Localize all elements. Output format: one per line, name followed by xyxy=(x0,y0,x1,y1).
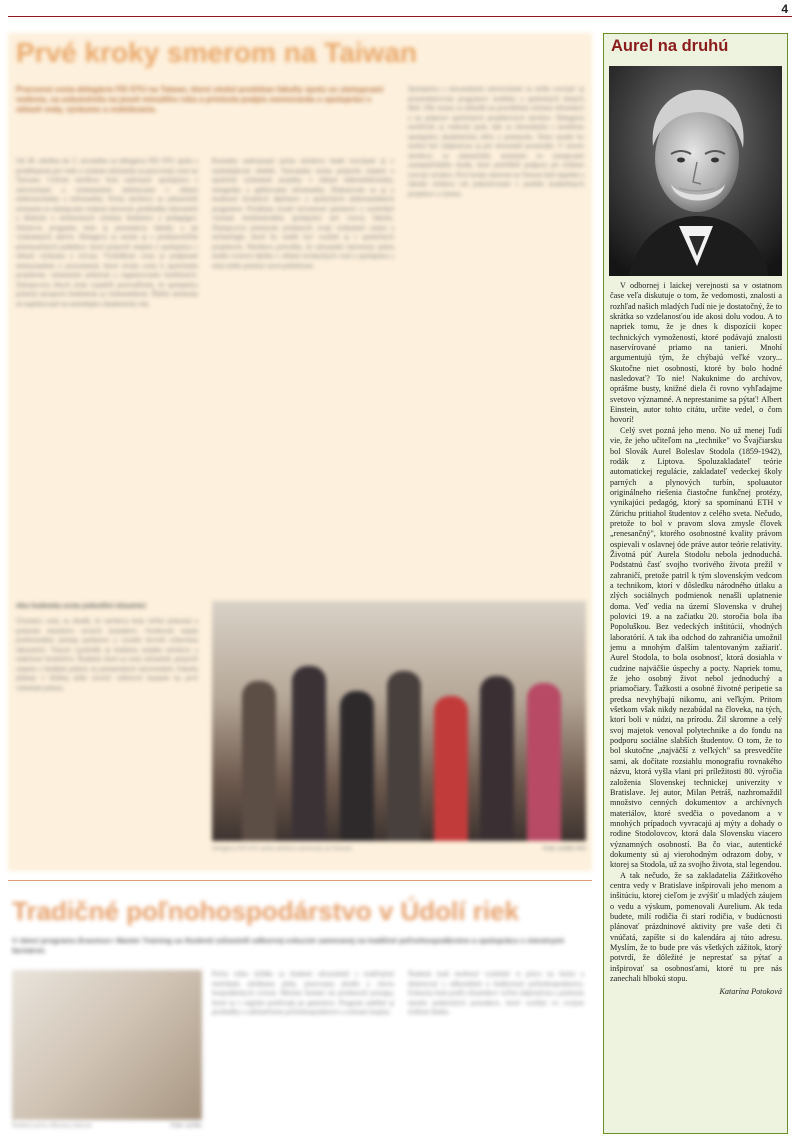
sidebar-paragraph-1: V odbornej i laickej verejnosti sa v ostatnom čase veľa diskutuje o tom, že vedomosti, znalosti a rozhľad našich mladých ľudí nie je dostatočný, že to skrátka so vzdelanosťou ide akosi dolu vodou. A to napriek tomu, že je dnes k dispozícii kopec technických vymožeností, ktoré podávajú znalosti naservírované priamo na tanieri. Mnohí argumentujú tým, že chýbajú veľké vzory... Skutočne niet osobností, ktoré by bolo hodné nasledovať? To nie! Nakuknime do archívov, oprášme busty, knižné diela či rovno vyhľadajme svetovo významné. A neprestanime sa pýtať! Albert Einstein, autor tohto citátu, určite vedel, o čom hovorí! xyxy=(610,281,782,425)
main-article-caption-text: Delegácia FEI STU počas návštevy univerzity na Taiwane xyxy=(212,846,352,852)
secondary-article-column-2: Študenti mali možnosť vyskúšať si prácu na farme a diskutovať s odborníkmi o budúcnosti poľnohospodárstva. Exkurzia bola podľa účastníkov veľmi inšpiratívna a priniesla mnoho praktických poznatkov, ktoré využijú vo svojom ďalšom štúdiu. xyxy=(408,970,584,1016)
secondary-article-title: Tradičné poľnohospodárstvo v Údolí riek xyxy=(12,896,519,926)
main-article-photo-credit: Foto: archív FEI xyxy=(543,846,586,852)
portrait-image xyxy=(609,66,782,276)
sidebar-paragraph-3: A tak nečudo, že sa zakladatelia Zážitkového centra vedy v Bratislave inšpirovali jeho menom a inšitúciu, ktorej cieľom je zvýšiť u mladých záujem o vedu a výskum, pomenovali Aurelium. Ak teda budete, milí rodičia či starí rodičia, v budúcnosti plánovať prázdninové aktivity pre vaše deti či vnúčatá, zapíšte si do kalendára aj túto adresu. Myslím, že to bude pre vás všetkých zážitok, ktorý potvrdí, že dôležité je neprestať sa pýtať a inšpirovať sa osobnosťami, ktoré tu pre nás zanechali hlbokú stopu. xyxy=(610,870,782,984)
main-article-column-3: Spolupráca s taiwanskými univerzitami sa môže rozvíjať aj prostredníctvom programov mobility a spoločných letných škôl. Obe strany sa dohodli na pravidelnej výmene informácií a na príprave spoločných projektových návrhov. Delegácia navštívila aj vedecký park, kde sa oboznámila s modelom spolupráce akademickej sféry a priemyslu. Tento model by mohol byť inšpiráciou aj pre slovenské prostredie. V závere návštevy sa uskutočnilo stretnutie so zástupcami zastupiteľského úradu, ktorí prisľúbili podporu pri ďalšom rozvoji vzťahov. Prvé kroky smerom na Taiwan boli úspešné a fakulta očakáva ich pokračovanie v podobe konkrétnych projektov a výmen. xyxy=(408,85,584,198)
main-article-title: Prvé kroky smerom na Taiwan xyxy=(16,37,417,68)
sidebar-column xyxy=(603,33,788,1134)
section-separator xyxy=(8,880,592,881)
sidebar-article-text xyxy=(610,281,782,998)
secondary-article-photo xyxy=(12,970,202,1120)
sidebar-title: Aurel na druhú xyxy=(611,37,729,55)
sidebar-paragraph-2: Celý svet pozná jeho meno. No už menej ľudí vie, že jeho učiteľom na „technike" vo Švajčiarsku bol Slovák Aurel Boleslav Stodola (1859-1942), rodák z Liptova. Spoluzakladateľ teórie automatickej regulácie, zakladateľ vedeckej školy parných a plynových turbín, spoluautor originálneho riešenia čiastočne funkčnej protézy, vynikajúci pedagóg, ktorý sa spomínanú ETH v Zürichu pritiahol študentov z celého sveta. Nečudo, pretože to bol v pravom slova zmysle človek „renesančný", ktorého osobnostné kvality právom ospievali v oslavnej óde práve autor teórie relativity. Životná púť Aurela Stodolu nebola jednoduchá. Podstatnú časť svojho tvorivého života prežil v zahraničí, pretože patril k tým slovenským vedcom a technikom, ktorí v dôsledku národného útlaku a zlých sociálnych podmienok nenašli uplatnenie doma. Veď vedia na území Slovenska v druhej polovici 19. a na začiatku 20. storočia bola iba Popoluškou. Bez vedeckých inštitúcií, vhodných laboratórií. A tak iba odchod do zahraničia umožnil jemu a mnohým ďalším talentovaným zažiariť. Aurel Stodola, to bola osobnosť, ktorá dosiahla v cudzine najväčšie úspechy a pocty. Napriek tomu, že jeho osobný život nebol jednoduchý a priamočiary. Ťažkosti a osobné životné peripetie sa predsa nevyhýbajú nikomu, ani veľkým. Pritom všetkom však nikdy nezabúdal na človeka, na tých, ktorí boli v núdzi, na prírodu. Žil skromne a celý svoj majetok venoval polytechnike a do fondu na podporu sociálne slabších študentov. O tom, že to bol skutočne „najväčší z veľkých" sa presvedčíte sami, ak dočítate rozsiahlu monografiu rovnakého názvu, ktorá vyšla vlani pri príležitosti 80. výročia založenia Slovenskej technickej univerzity v Bratislave. Jej autor, Milan Petráš, nazhromaždil množstvo cenných dokumentov a archívnych materiálov, ktoré svedčia o povedanom a v mnohých prípadoch vyvracajú aj mýty a dohady o rodine Stodolovcov, ktorá dala Slovensku viacero významných osobností. Ba čo viac, autentické dokumenty sú aj vierohodným odrazom doby, v ktorej sa Stodola, už za svojho života, stal legendou. xyxy=(610,425,782,870)
secondary-article-caption-text: Študenti počas odbornej exkurzie xyxy=(12,1123,93,1129)
secondary-article-photo-credit: Foto: archív xyxy=(170,1123,202,1129)
page-number: 4 xyxy=(781,2,788,16)
main-article-photo xyxy=(212,601,586,841)
secondary-article-lead: V rámci programu Erasmus+ Master Training sa študenti zúčastnili odbornej exkurzie zameranej na tradičné poľnohospodárstvo a spoluprácu s miestnymi farmármi. xyxy=(12,936,564,955)
secondary-article-column-1: Počas tohto týždňa sa študenti oboznámili s tradičnými metódami obrábania pôdy, pestovania plodín a chovu hospodárskych zvierat. Miestni farmári im predstavili postupy, ktoré sa v regióne používajú po generácie. Program zahŕňal aj prednášky o udržateľnom poľnohospodárstve a ochrane krajiny. xyxy=(212,970,394,1016)
main-article-column-4: Účastníci cesty sa zhodli, že návšteva bola veľmi prínosná a priniesla množstvo nových kontaktov. Oceňovali najmä profesionálny prístup partnerov a vysokú úroveň vybavenia laboratórií. Viacerí vyzdvihli aj kultúrnu stránku návštevy a srdečnosť hostiteľov. Študenti, ktorí sa cesty zúčastnili, prejavili záujem o študijné pobyty na partnerských univerzitách. Fakulta plánuje v blízkej dobe otvoriť výberové konanie na prvé výmenné pobyty. xyxy=(16,617,198,692)
secondary-article xyxy=(8,890,592,1139)
main-article-lead: Pracovná cesta delegácie FEI STU na Taiwan, ktorú viedol prodekan fakulty spolu so zástupcami vedenia, sa uskutočnila na jeseň minulého roka a priniesla podpis memoranda o spolupráci v oblasti vedy, výskumu a vzdelávania. xyxy=(16,85,384,114)
main-article-photo-caption xyxy=(212,845,586,853)
main-article-column-2: Kontakty nadviazané počas návštevy budú rozvíjané aj v nasledujúcom období. Taiwanská strana prejavila záujem o spoločné výskumné projekty v oblasti mikroelektroniky, energetiky a aplikovanej informatiky. Diskutovalo sa aj o možnosti dvojitých diplomov a spoločných doktorandských programov. Prodekan ocenil otvorenosť partnerov a vyzdvihol význam medzinárodnej spolupráce pre rozvoj fakulty. Zástupcovia priemyslu predstavili svoje výskumné centrá a technológie, ktoré by mohli byť využité aj v spoločných projektoch. Návšteva potvrdila, že taiwanské univerzity patria medzi svetovú špičku v oblasti technických vied a spolupráca s nimi môže priniesť nové príležitosti. xyxy=(212,157,394,270)
sidebar-author: Katarína Potoková xyxy=(719,987,782,997)
main-article xyxy=(8,33,592,871)
secondary-article-photo-caption xyxy=(12,1122,202,1130)
main-article-subheading: Ako hodnotia cestu jednotliví účastníci xyxy=(16,603,146,610)
top-rule xyxy=(8,16,792,17)
main-article-column-1: Od 28. októbra do 3. novembra sa delegácia FEI STU spolu s prodekanom pre vedu a výskum zúčastnila na pracovnej ceste na Taiwane. Cieľom návštevy bolo nadviazať spoluprácu s univerzitami a výskumnými inštitúciami v oblasti elektrotechniky a informatiky. Počas návštevy sa uskutočnili stretnutia so zástupcami vedenia univerzít, prehliadky laboratórií a diskusie o možnostiach výmeny študentov a pedagógov. Súčasťou programu bola aj prezentácia fakulty a jej výskumných aktivít. Delegácia sa stretla aj s predstaviteľmi priemyselných podnikov, ktoré prejavili záujem o spoluprácu v oblasti výskumu a vývoja. Výsledkom cesty je podpísané memorandum o porozumení, ktoré otvára cestu k spoločným projektom, výmenným pobytom a organizovaniu konferencií. Zástupcovia oboch strán vyjadrili presvedčenie, že spolupráca prinesie prospech študentom aj výskumníkom. Ďalšie stretnutia sú naplánované na nasledujúci akademický rok. xyxy=(16,157,198,308)
portrait-photo xyxy=(609,66,782,276)
